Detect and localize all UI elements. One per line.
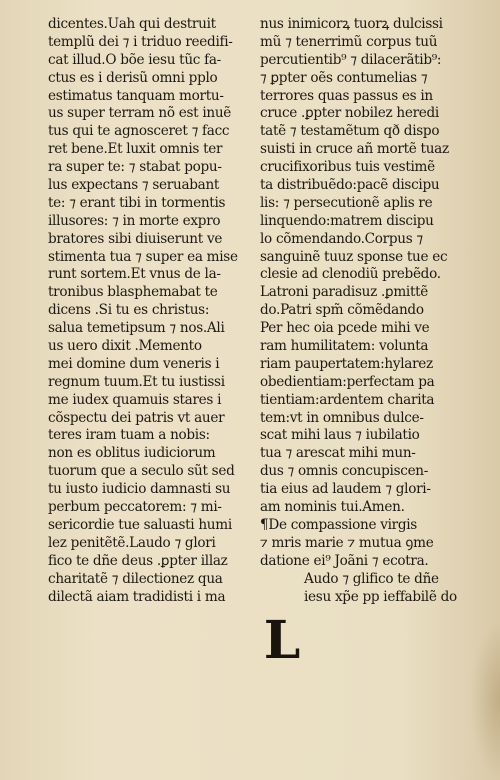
- text-line: illusores: ⁊ in morte expro: [48, 212, 221, 229]
- text-line: mũ ⁊ tenerrimũ corpus tuũ: [260, 33, 438, 50]
- text-line: perbum peccatorem: ⁊ mi-: [48, 499, 222, 516]
- text-line: ram humilitatem: volunta: [260, 338, 429, 355]
- text-line: me iudex quamuis stares i: [48, 391, 222, 408]
- text-line: suisti in cruce añ mortẽ tuaz: [260, 141, 449, 158]
- text-line: cat illud.O bõe iesu tũc fa-: [48, 51, 221, 68]
- text-line: non es oblitus iudiciorum: [48, 445, 216, 462]
- text-line: sanguinẽ tuuz sponse tue ec: [260, 248, 448, 265]
- text-line: tus qui te agnosceret ⁊ facc: [48, 123, 230, 140]
- text-line: lis: ⁊ persecutionẽ aplis re: [260, 194, 433, 211]
- text-line: templũ dei ⁊ i triduo reedifi-: [48, 33, 233, 50]
- text-line: tem:vt in omnibus dulce-: [260, 409, 424, 426]
- text-line: ret bene.Et luxit omnis ter: [48, 141, 223, 158]
- text-line: tuorum que a seculo sũt sed: [48, 463, 235, 480]
- text-line: ra super te: ⁊ stabat popu-: [48, 159, 222, 176]
- right-text-column: [260, 16, 476, 606]
- text-line: cruce .ꝑpter nobilez heredi: [260, 105, 439, 122]
- text-line: runt sortem.Et vnus de la-: [48, 266, 221, 283]
- text-line: Per hec oia pcede mihi ve: [260, 320, 430, 337]
- text-line: tronibus blasphemabat te: [48, 284, 218, 301]
- text-line: charitatẽ ⁊ dilectionez qua: [48, 570, 223, 587]
- text-line: terrores quas passus es in: [260, 87, 433, 104]
- text-line: cõspectu dei patris vt auer: [48, 409, 225, 426]
- left-text-column: [48, 16, 260, 606]
- text-line: scat mihi laus ⁊ iubilatio: [260, 427, 420, 444]
- text-line: dus ⁊ omnis concupiscen-: [260, 463, 429, 480]
- text-line: ta distribuẽdo:pacẽ discipu: [260, 177, 440, 194]
- text-line: regnum tuum.Et tu iustissi: [48, 373, 225, 390]
- text-line: Audo ⁊ glifico te dñe: [304, 570, 439, 587]
- text-line: ctus es i derisũ omni pplo: [48, 69, 218, 86]
- text-line: estimatus tanquam mortu-: [48, 87, 224, 104]
- text-line: crucifixoribus tuis vestimẽ: [260, 159, 435, 176]
- text-line: dilectã aiam tradidisti i ma: [48, 588, 226, 605]
- text-line: datione ei⁹ Joãni ⁊ ecotra.: [260, 552, 429, 569]
- text-line: lez penitẽtẽ.Laudo ⁊ glori: [48, 534, 216, 551]
- text-line: lo cõmendando.Corpus ⁊: [260, 230, 423, 247]
- text-line: ⁊ ꝑpter oẽs contumelias ⁊: [260, 69, 428, 86]
- text-line: do.Patri spm̃ cõmẽdando: [260, 302, 424, 319]
- text-line: te: ⁊ erant tibi in tormentis: [48, 194, 226, 211]
- text-line: ⁊ mris marie ⁊ mutua ꝯme: [260, 534, 434, 551]
- text-line: am nominis tui.Amen.: [260, 499, 405, 516]
- text-line: us super terram nõ est inuẽ: [48, 105, 232, 122]
- text-line: sericordie tue saluasti humi: [48, 516, 232, 533]
- text-line: salua temetipsum ⁊ nos.Ali: [48, 320, 225, 337]
- text-line: fico te dñe deus .ꝑpter illaz: [48, 552, 228, 569]
- text-line: iesu xp̃e pp ieffabilẽ do: [304, 588, 457, 605]
- text-line: us uero dixit .Memento: [48, 338, 202, 355]
- text-line: bratores sibi diuiserunt ve: [48, 230, 223, 247]
- text-line: dicentes.Uah qui destruit: [48, 16, 216, 32]
- text-line: tu iusto iudicio damnasti su: [48, 481, 231, 498]
- text-line: percutientib⁹ ⁊ dilacerãtib⁹:: [260, 51, 442, 68]
- text-line: lus expectans ⁊ seruabant: [48, 177, 220, 194]
- text-line: mei domine dum veneris i: [48, 355, 220, 372]
- text-line: Latroni paradisuz .ꝑmittẽ: [260, 284, 429, 301]
- text-line: stimenta tua ⁊ super ea mise: [48, 248, 238, 265]
- text-line: linquendo:matrem discipu: [260, 212, 434, 229]
- decorated-initial-letter: L: [263, 610, 301, 671]
- text-line: riam paupertatem:hylarez: [260, 355, 433, 372]
- page-stain: [470, 620, 500, 780]
- text-line: teres iram tuam a nobis:: [48, 427, 210, 444]
- text-line: tientiam:ardentem charita: [260, 391, 435, 408]
- text-line: ¶De compassione virgis: [260, 516, 417, 533]
- text-line: nus inimicorꝝ tuorꝝ dulcissi: [260, 16, 443, 32]
- text-line: tia eius ad laudem ⁊ glori-: [260, 481, 431, 498]
- text-line: obedientiam:perfectam pa: [260, 373, 435, 390]
- text-line: clesie ad clenodiũ prebẽdo.: [260, 266, 441, 283]
- text-line: tua ⁊ arescat mihi mun-: [260, 445, 416, 462]
- text-line: dicens .Si tu es christus:: [48, 302, 210, 319]
- text-line: tatẽ ⁊ testamẽtum qð dispo: [260, 123, 440, 140]
